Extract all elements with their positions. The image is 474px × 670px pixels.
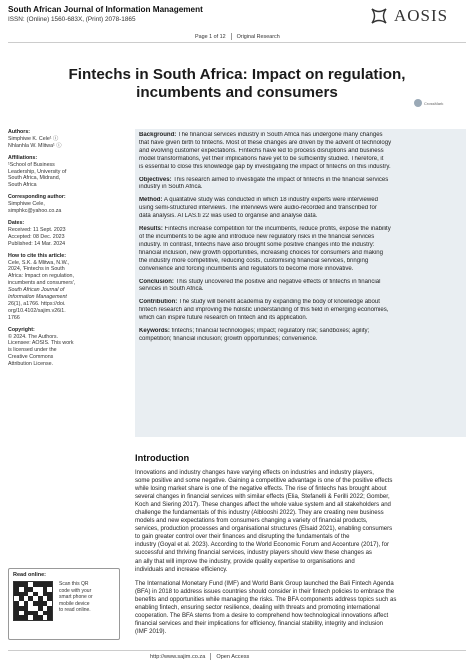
author-line[interactable]: Nhlanhla W. Mlitwa¹ ⓘ	[8, 142, 62, 149]
abstract-text-line: fintech research and improving the holistic understanding of this field in emerging economies,	[139, 307, 389, 314]
body-line: some positive and some negative. Gaining a competitive advantage is one of the positive effects	[135, 478, 393, 485]
title-line-2: incumbents and consumers	[136, 84, 338, 101]
affiliations-block	[8, 155, 120, 190]
body-line: (IMF 2019).	[135, 628, 167, 635]
abstract-text-line: competition; financial inclusion; growth opportunities; convenience.	[139, 335, 318, 342]
body-line: The International Monetary Fund (IMF) and World Bank Group launched the Bali Fintech Agenda	[135, 580, 394, 587]
read-online-title: Read online:	[13, 572, 47, 578]
body-line: to gain greater control over their finances and disrupting the fundamentals of the	[135, 534, 350, 541]
journal-issn: ISSN: (Online) 1560-683X, (Print) 2078-1865	[8, 16, 136, 23]
read-online-line: Scan this QR	[59, 581, 89, 587]
corresponding-head: Corresponding author:	[8, 194, 66, 201]
citation-line: Africa: Impact on regulation,	[8, 273, 74, 280]
article-type: Original Research	[236, 33, 280, 40]
footer-rule	[8, 650, 466, 651]
citation-line: South African Journal of	[8, 287, 65, 294]
aosis-logo-icon	[368, 5, 390, 27]
author-line[interactable]: Simphiwe K. Cele¹ ⓘ	[8, 135, 59, 142]
body-line: challenge the fundamentals of this industry (Alblooshi 2022). They are creating new business	[135, 510, 384, 517]
read-online-line: code with your	[59, 587, 92, 594]
abstract-label: Objectives:	[139, 176, 172, 183]
abstract-contribution	[139, 299, 463, 323]
page-meta	[195, 33, 315, 40]
abstract-text-line: A qualitative study was conducted in which 18 industry experts were interviewed	[163, 197, 378, 204]
affiliation-line: ¹School of Business	[8, 161, 55, 168]
read-online-line: smart phone or	[59, 594, 93, 600]
journal-header	[8, 5, 308, 24]
body-paragraph	[135, 580, 466, 636]
read-online-line: to read online.	[59, 607, 91, 613]
abstract-text-line: This research aimed to investigate the impact of fintechs in the financial services	[173, 176, 389, 183]
date-published: Published: 14 Mar. 2024	[8, 240, 66, 247]
body-line: Innovations and industry changes have varying effects on industries and industry players,	[135, 470, 374, 476]
citation-line: incumbents and consumers',	[8, 280, 76, 287]
body-line: successful and thriving financial services, industry players should view these changes as	[135, 550, 372, 557]
abstract-label: Contribution:	[139, 299, 178, 306]
copyright-line: Licensee: AOSIS. This work	[8, 340, 74, 347]
body-line: individuals and increase efficiency.	[135, 566, 228, 573]
date-received: Received: 11 Sept. 2023	[8, 226, 66, 233]
abstract-results	[139, 226, 463, 273]
body-line: (BFA) in 2018 to address issues countries should consider in their fintech policies to embrace the	[135, 588, 395, 595]
footer-divider	[210, 653, 211, 660]
copyright-line: Creative Commons	[8, 354, 54, 361]
abstract-label: Results:	[139, 226, 163, 233]
read-online-instructions	[59, 581, 93, 621]
crossmark-icon	[414, 99, 422, 107]
affiliation-line: South Africa	[8, 182, 37, 189]
read-online-box	[8, 568, 120, 640]
body-line: an ally that will improve the industry, provide quality expertise to organisations and	[135, 558, 355, 565]
authors-head: Authors:	[8, 129, 31, 135]
citation-line: Information Management	[8, 294, 67, 301]
abstract-background	[139, 132, 463, 172]
meta-divider	[231, 33, 232, 40]
abstract-text-line: industry. In contrast, fintechs have also brought some positive changes into the industry:	[139, 241, 375, 248]
affiliation-line: South Africa, Midrand,	[8, 175, 61, 182]
body-line: models and new expectations from consumers changing a variety of financial products,	[135, 518, 368, 525]
dates-block	[8, 220, 120, 248]
title-line-1: Fintechs in South Africa: Impact on regulation,	[68, 66, 406, 83]
abstract-text-line: This study uncovered the positive and negative effects of fintechs in financial	[175, 278, 381, 285]
affiliation-line: Leadership, University of	[8, 168, 67, 175]
corresponding-email-link[interactable]: simphkc@yahoo.co.za	[8, 208, 62, 215]
citation-block	[8, 253, 120, 322]
abstract-label: Keywords:	[139, 328, 170, 335]
dates-head: Dates:	[8, 219, 25, 226]
page-footer	[150, 653, 350, 660]
body-line: services, production processes and organisational structures (Elsaid 2021), enabling consumers	[135, 526, 393, 533]
abstract-text-line: financial inclusion, new growth opportunities, increasing choices for consumers and making	[139, 249, 384, 256]
abstract-text-line: convenience and forcing incumbents and regulators to become more innovative.	[139, 265, 354, 272]
footer-url-link[interactable]: http://www.sajim.co.za	[150, 653, 206, 660]
journal-name: South African Journal of Information Management	[8, 5, 203, 14]
abstract-text-line: fintechs; financial technologies; impact; regulatory risk; sandboxes; agility;	[171, 328, 370, 335]
paper-title	[40, 66, 434, 102]
header-rule	[8, 42, 466, 43]
copyright-block	[8, 327, 120, 368]
section-heading: Introduction	[135, 453, 190, 463]
abstract-label: Method:	[139, 197, 163, 204]
abstract-text-line: Fintechs increase competition for the incumbents, reduce profits, expose the inability	[164, 226, 391, 233]
abstract-text-line: which can inspire future research on fintech and its application.	[139, 315, 308, 322]
date-accepted: Accepted: 08 Dec. 2023	[8, 233, 65, 240]
abstract-label: Background:	[139, 132, 177, 138]
abstract-text-line: The financial services industry in South Africa has undergone many changes	[177, 132, 383, 138]
abstract-text-line: data analysis. ATLAS.ti 22 was used to organise and analyse data.	[139, 213, 318, 220]
abstract-text-line: The study will benefit academia by expanding the body of knowledge about	[178, 299, 380, 306]
citation-doi-link[interactable]: 1766	[8, 314, 20, 321]
citation-head: How to cite this article:	[8, 252, 66, 259]
copyright-line: Attribution License.	[8, 361, 54, 368]
citation-doi-link[interactable]: 26(1), a1766. https://doi.	[8, 300, 66, 307]
citation-doi-link[interactable]: org/10.4102/sajim.v26i1.	[8, 307, 66, 314]
body-line: while losing market share is one of the negative effects. The rise of fintechs has brought about	[135, 486, 387, 493]
copyright-line: is licensed under the	[8, 347, 57, 354]
body-line: enabling fintech, ensuring sector resilience, dealing with threats and promoting international	[135, 604, 380, 611]
abstract-text-line: industry in South Africa.	[139, 184, 203, 191]
abstract-text-line: that have given birth to fintechs. Most of these changes are driven by the advent of technology	[139, 139, 392, 146]
abstract-objectives	[139, 177, 463, 193]
abstract-box	[135, 129, 466, 437]
abstract-label: Conclusion:	[139, 278, 174, 285]
citation-line: 2024, 'Fintechs in South	[8, 266, 65, 273]
citation-line: Cele, S.K. & Mlitwa, N.W.,	[8, 259, 70, 266]
body-line: Koch and Siering 2017). These changes affect the whole value system and all stakeholders and	[135, 502, 391, 509]
body-line: several changes in financial services with similar effects (Elia, Stefanelli & Ferilli 2022; Gomber,	[135, 494, 390, 501]
authors-block	[8, 129, 120, 150]
copyright-line: © 2024. The Authors.	[8, 333, 59, 340]
page-label: Page 1 of 12	[195, 33, 226, 40]
abstract-text-line: of the incumbents to be agile and introduce new regulatory risks in the financial services	[139, 233, 375, 240]
body-paragraph	[135, 469, 466, 574]
body-line: industry (Goyal et al. 2023). According to the World Economic Forum and Accenture (2017), for	[135, 542, 389, 549]
article-info-sidebar	[8, 129, 120, 373]
body-line: benefits and opportunities while managing the risks. The BFA components address topics such as	[135, 596, 397, 603]
abstract-text-line: is essential to close this knowledge gap by investigating the impact of fintechs on this industry.	[139, 163, 391, 170]
abstract-text-line: the industry more competitive, reducing costs, customising financial services, bringing	[139, 257, 369, 264]
affiliations-head: Affiliations:	[8, 154, 38, 161]
read-online-line: mobile device	[59, 600, 90, 607]
corresponding-name: Simphiwe Cele,	[8, 201, 45, 208]
copyright-head: Copyright:	[8, 326, 35, 333]
abstract-conclusion	[139, 279, 463, 295]
qr-code-icon[interactable]	[13, 581, 53, 621]
abstract-text-line: and evolving customer expectations. Fintechs have led to process disruptions and business	[139, 147, 384, 154]
abstract-text-line: services in South Africa.	[139, 286, 204, 293]
abstract-text-line: model transformations, yet their implications have yet to be sufficiently studied. Therefore, it	[139, 155, 384, 162]
abstract-text-line: using semi-structured interviews. The interviews were audio-recorded and transcribed for	[139, 205, 377, 212]
crossmark-badge[interactable]	[414, 99, 460, 107]
corresponding-block	[8, 194, 120, 215]
crossmark-text: CrossMark	[424, 100, 444, 106]
aosis-logo-text: AOSIS	[394, 6, 449, 25]
abstract-method	[139, 197, 463, 221]
body-line: cooperation. The BFA stems from a desire to comprehend how technological innovations affect	[135, 612, 389, 619]
footer-open-access: Open Access	[216, 653, 250, 660]
introduction-body	[135, 469, 466, 642]
abstract-keywords	[139, 328, 463, 344]
body-line: financial services and their implications for efficiency, financial stability, integrity and inclusion	[135, 620, 384, 627]
aosis-logo	[368, 5, 468, 27]
